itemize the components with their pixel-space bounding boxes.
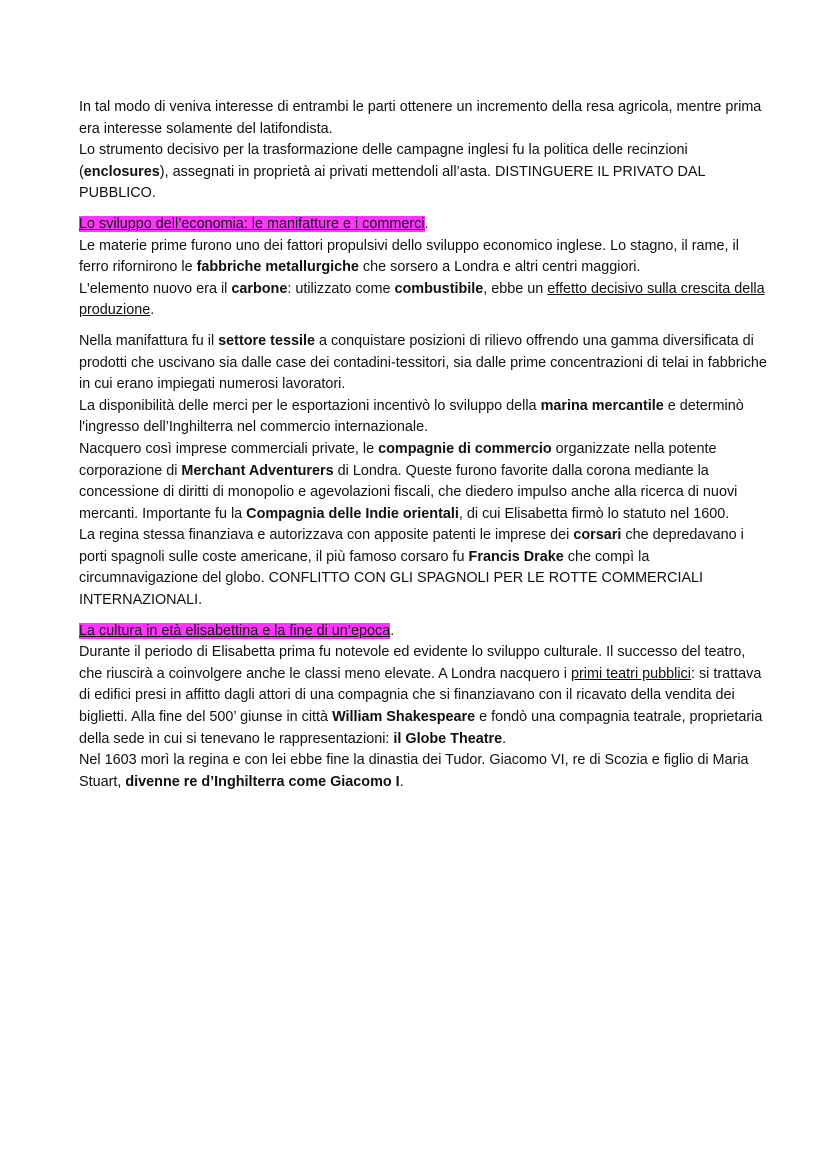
section-heading: La cultura in età elisabettina e la fine di un’epoca. — [79, 622, 395, 639]
paragraph-corsairs: La regina stessa finanziava e autorizzava con apposite patenti le imprese dei corsari che depredavano i porti spagnoli sulle coste americane, il più famoso corsaro fu Francis Drake che compì la circumnavigazione del globo. CONFLITTO CON GLI SPAGNOLI PER LE ROTTE COMMERCIALI INTERNAZIONALI. — [79, 527, 744, 609]
paragraph-end-of-tudor: Nel 1603 morì la regina e con lei ebbe fine la dinastia dei Tudor. Giacomo VI, re di Scozia e figlio di Maria Stuart, divenne re d’Inghilterra come Giacomo I. — [79, 752, 749, 790]
section-economy-continued — [79, 331, 768, 612]
paragraph-coal: L'elemento nuovo era il carbone: utilizzato come combustibile, ebbe un effetto decisivo sulla crescita della produzione. — [79, 280, 765, 319]
paragraph-textile: Nella manifattura fu il settore tessile a conquistare posizioni di rilievo offrendo una gamma diversificata di prodotti che uscivano sia dalle case dei contadini-tessitori, sia dalle prime concentrazioni di telai in fabbriche in cui erano impiegati numerosi lavoratori. — [79, 332, 767, 393]
intro-block — [79, 97, 768, 205]
section-economy — [79, 214, 768, 322]
paragraph-trade-companies: Nacquero così imprese commerciali private, le compagnie di commercio organizzate nella potente corporazione di Merchant Adventurers di Londra. Queste furono favorite dalla corona mediante la concessione di diritti di monopolio e agevolazioni fiscali, che diedero impulso anche alla ricerca di nuovi mercanti. Importante fu la Compagnia delle Indie orientali, di cui Elisabetta firmò lo statuto nel 1600. — [79, 440, 738, 522]
section-heading-culture: La cultura in età elisabettina e la fine di un’epoca — [79, 622, 391, 639]
paragraph-raw-materials: Le materie prime furono uno dei fattori propulsivi dello sviluppo economico inglese. Lo stagno, il rame, il ferro rifornirono le fabbriche metallurgiche che sorsero a Londra e altri centri maggiori. — [79, 237, 739, 276]
intro-paragraph-1: In tal modo di veniva interesse di entrambi le parti ottenere un incremento della resa agricola, mentre prima era interesse solamente del latifondista. — [79, 99, 762, 137]
paragraph-merchant-marine: La disponibilità delle merci per le esportazioni incentivò lo sviluppo della marina mercantile e determinò l'ingresso dell’Inghilterra nel commercio internazionale. — [79, 397, 744, 436]
term-enclosures: enclosures — [83, 163, 160, 180]
section-heading-economy: Lo sviluppo dell’economia: le manifatture e i commerci — [79, 215, 425, 232]
section-heading: Lo sviluppo dell’economia: le manifatture e i commerci. — [79, 215, 429, 232]
paragraph-theatre: Durante il periodo di Elisabetta prima fu notevole ed evidente lo sviluppo culturale. Il successo del teatro, che riuscirà a coinvolgere anche le classi meno elevate. A Londra nacquero i primi teatri pubblici: si trattava di edifici presi in affitto dagli attori di una compagnia che si finanziavano con il ricavato della vendita dei biglietti. Alla fine del 500’ giunse in città William Shakespeare e fondò una compagnia teatrale, proprietaria della sede in cui si tenevano le rappresentazioni: il Globe Theatre. — [79, 644, 763, 747]
intro-paragraph-2: Lo strumento decisivo per la trasformazione delle campagne inglesi fu la politica delle recinzioni (enclosures), assegnati in proprietà ai privati mettendoli all’asta. DISTINGUERE IL PRIVATO DAL PUBBLICO. — [79, 142, 705, 202]
section-culture — [79, 621, 768, 794]
